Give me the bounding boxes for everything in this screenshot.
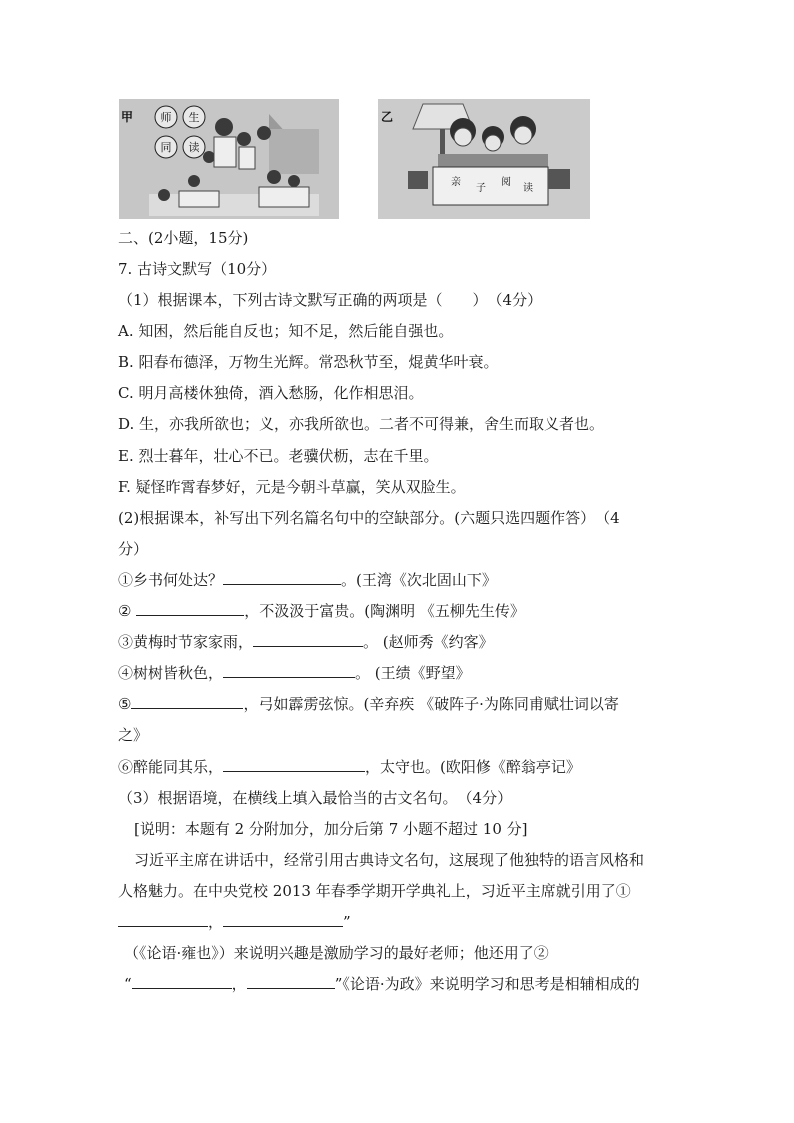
sign-char: 子 xyxy=(476,183,486,194)
option-b: B. 阳春布德泽，万物生光辉。常恐秋节至，焜黄华叶衰。 xyxy=(118,353,499,371)
figure-yi xyxy=(378,99,590,219)
parent-child-reading-illustration xyxy=(378,99,590,219)
fill-item-6: ⑥醉能同其乐， ，太守也。(欧阳修《醉翁亭记》 xyxy=(118,758,581,776)
paragraph-line: “ ， ”《论语·为政》来说明学习和思考是相辅相成的 xyxy=(124,975,640,993)
figure-jia xyxy=(119,99,339,219)
paragraph-line: 习近平主席在讲话中，经常引用古典诗文名句，这展现了他独特的语言风格和 xyxy=(134,851,645,869)
option-e: E. 烈士暮年，壮心不已。老骥伏枥，志在千里。 xyxy=(118,447,439,465)
answer-blank[interactable] xyxy=(223,570,341,585)
figure-label-yi: 乙 xyxy=(381,110,394,124)
sign-char: 读 xyxy=(188,141,200,154)
part1-prompt: （1）根据课本，下列古诗文默写正确的两项是（ ） （4分） xyxy=(118,291,543,309)
answer-blank[interactable] xyxy=(136,601,244,616)
paragraph-line: ， ” xyxy=(118,912,678,932)
fill-item-5: ⑤ ，弓如霹雳弦惊。(辛弃疾 《破阵子·为陈同甫赋壮词以寄 xyxy=(118,695,619,713)
sign-char: 师 xyxy=(160,111,172,124)
answer-blank[interactable] xyxy=(223,757,365,772)
part2-prompt-cont: 分） xyxy=(118,540,149,558)
option-a: A. 知困，然后能自反也；知不足，然后能自强也。 xyxy=(118,322,454,340)
option-c: C. 明月高楼休独倚，酒入愁肠，化作相思泪。 xyxy=(118,384,424,402)
paragraph-line: （《论语·雍也》）来说明兴趣是激励学习的最好老师；他还用了② xyxy=(124,944,549,962)
fill-item-2: ② ，不汲汲于富贵。(陶渊明 《五柳先生传》 xyxy=(118,602,525,620)
answer-blank[interactable] xyxy=(118,912,208,927)
answer-blank[interactable] xyxy=(223,912,343,927)
sign-char: 亲 xyxy=(451,177,461,188)
sign-char: 生 xyxy=(188,111,200,124)
option-f: F. 疑怪昨霄春梦好，元是今朝斗草赢，笑从双脸生。 xyxy=(118,478,466,496)
teacher-student-reading-illustration xyxy=(119,99,339,219)
fill-item-5-cont: 之》 xyxy=(118,726,149,744)
answer-blank[interactable] xyxy=(223,663,355,678)
section-heading: 二、(2小题，15分) xyxy=(118,229,249,247)
paragraph-line: 人格魅力。在中央党校 2013 年春季学期开学典礼上，习近平主席就引用了① xyxy=(118,882,631,900)
sign-char: 阅 xyxy=(501,177,511,188)
sign-char: 读 xyxy=(523,183,533,194)
answer-blank[interactable] xyxy=(132,974,232,989)
fill-item-4: ④树树皆秋色， 。 (王绩《野望》 xyxy=(118,664,471,682)
option-d: D. 生，亦我所欲也；义，亦我所欲也。二者不可得兼，舍生而取义者也。 xyxy=(118,415,605,433)
sign-char: 同 xyxy=(160,141,172,154)
fill-item-3: ③黄梅时节家家雨， 。 (赵师秀《约客》 xyxy=(118,633,494,651)
answer-blank[interactable] xyxy=(247,974,335,989)
question-7-title: 7. 古诗文默写（10分） xyxy=(118,260,277,278)
figure-label-jia: 甲 xyxy=(121,110,134,124)
answer-blank[interactable] xyxy=(131,694,243,709)
fill-item-1: ①乡书何处达？ 。(王湾《次北固山下》 xyxy=(118,571,497,589)
answer-blank[interactable] xyxy=(253,632,363,647)
part2-prompt: (2)根据课本，补写出下列名篇名句中的空缺部分。(六题只选四题作答） （4 xyxy=(118,509,620,527)
part3-prompt: （3）根据语境，在横线上填入最恰当的古文名句。 （4分） xyxy=(118,789,513,807)
part3-note: [说明：本题有 2 分附加分，加分后第 7 小题不超过 10 分] xyxy=(134,820,528,838)
